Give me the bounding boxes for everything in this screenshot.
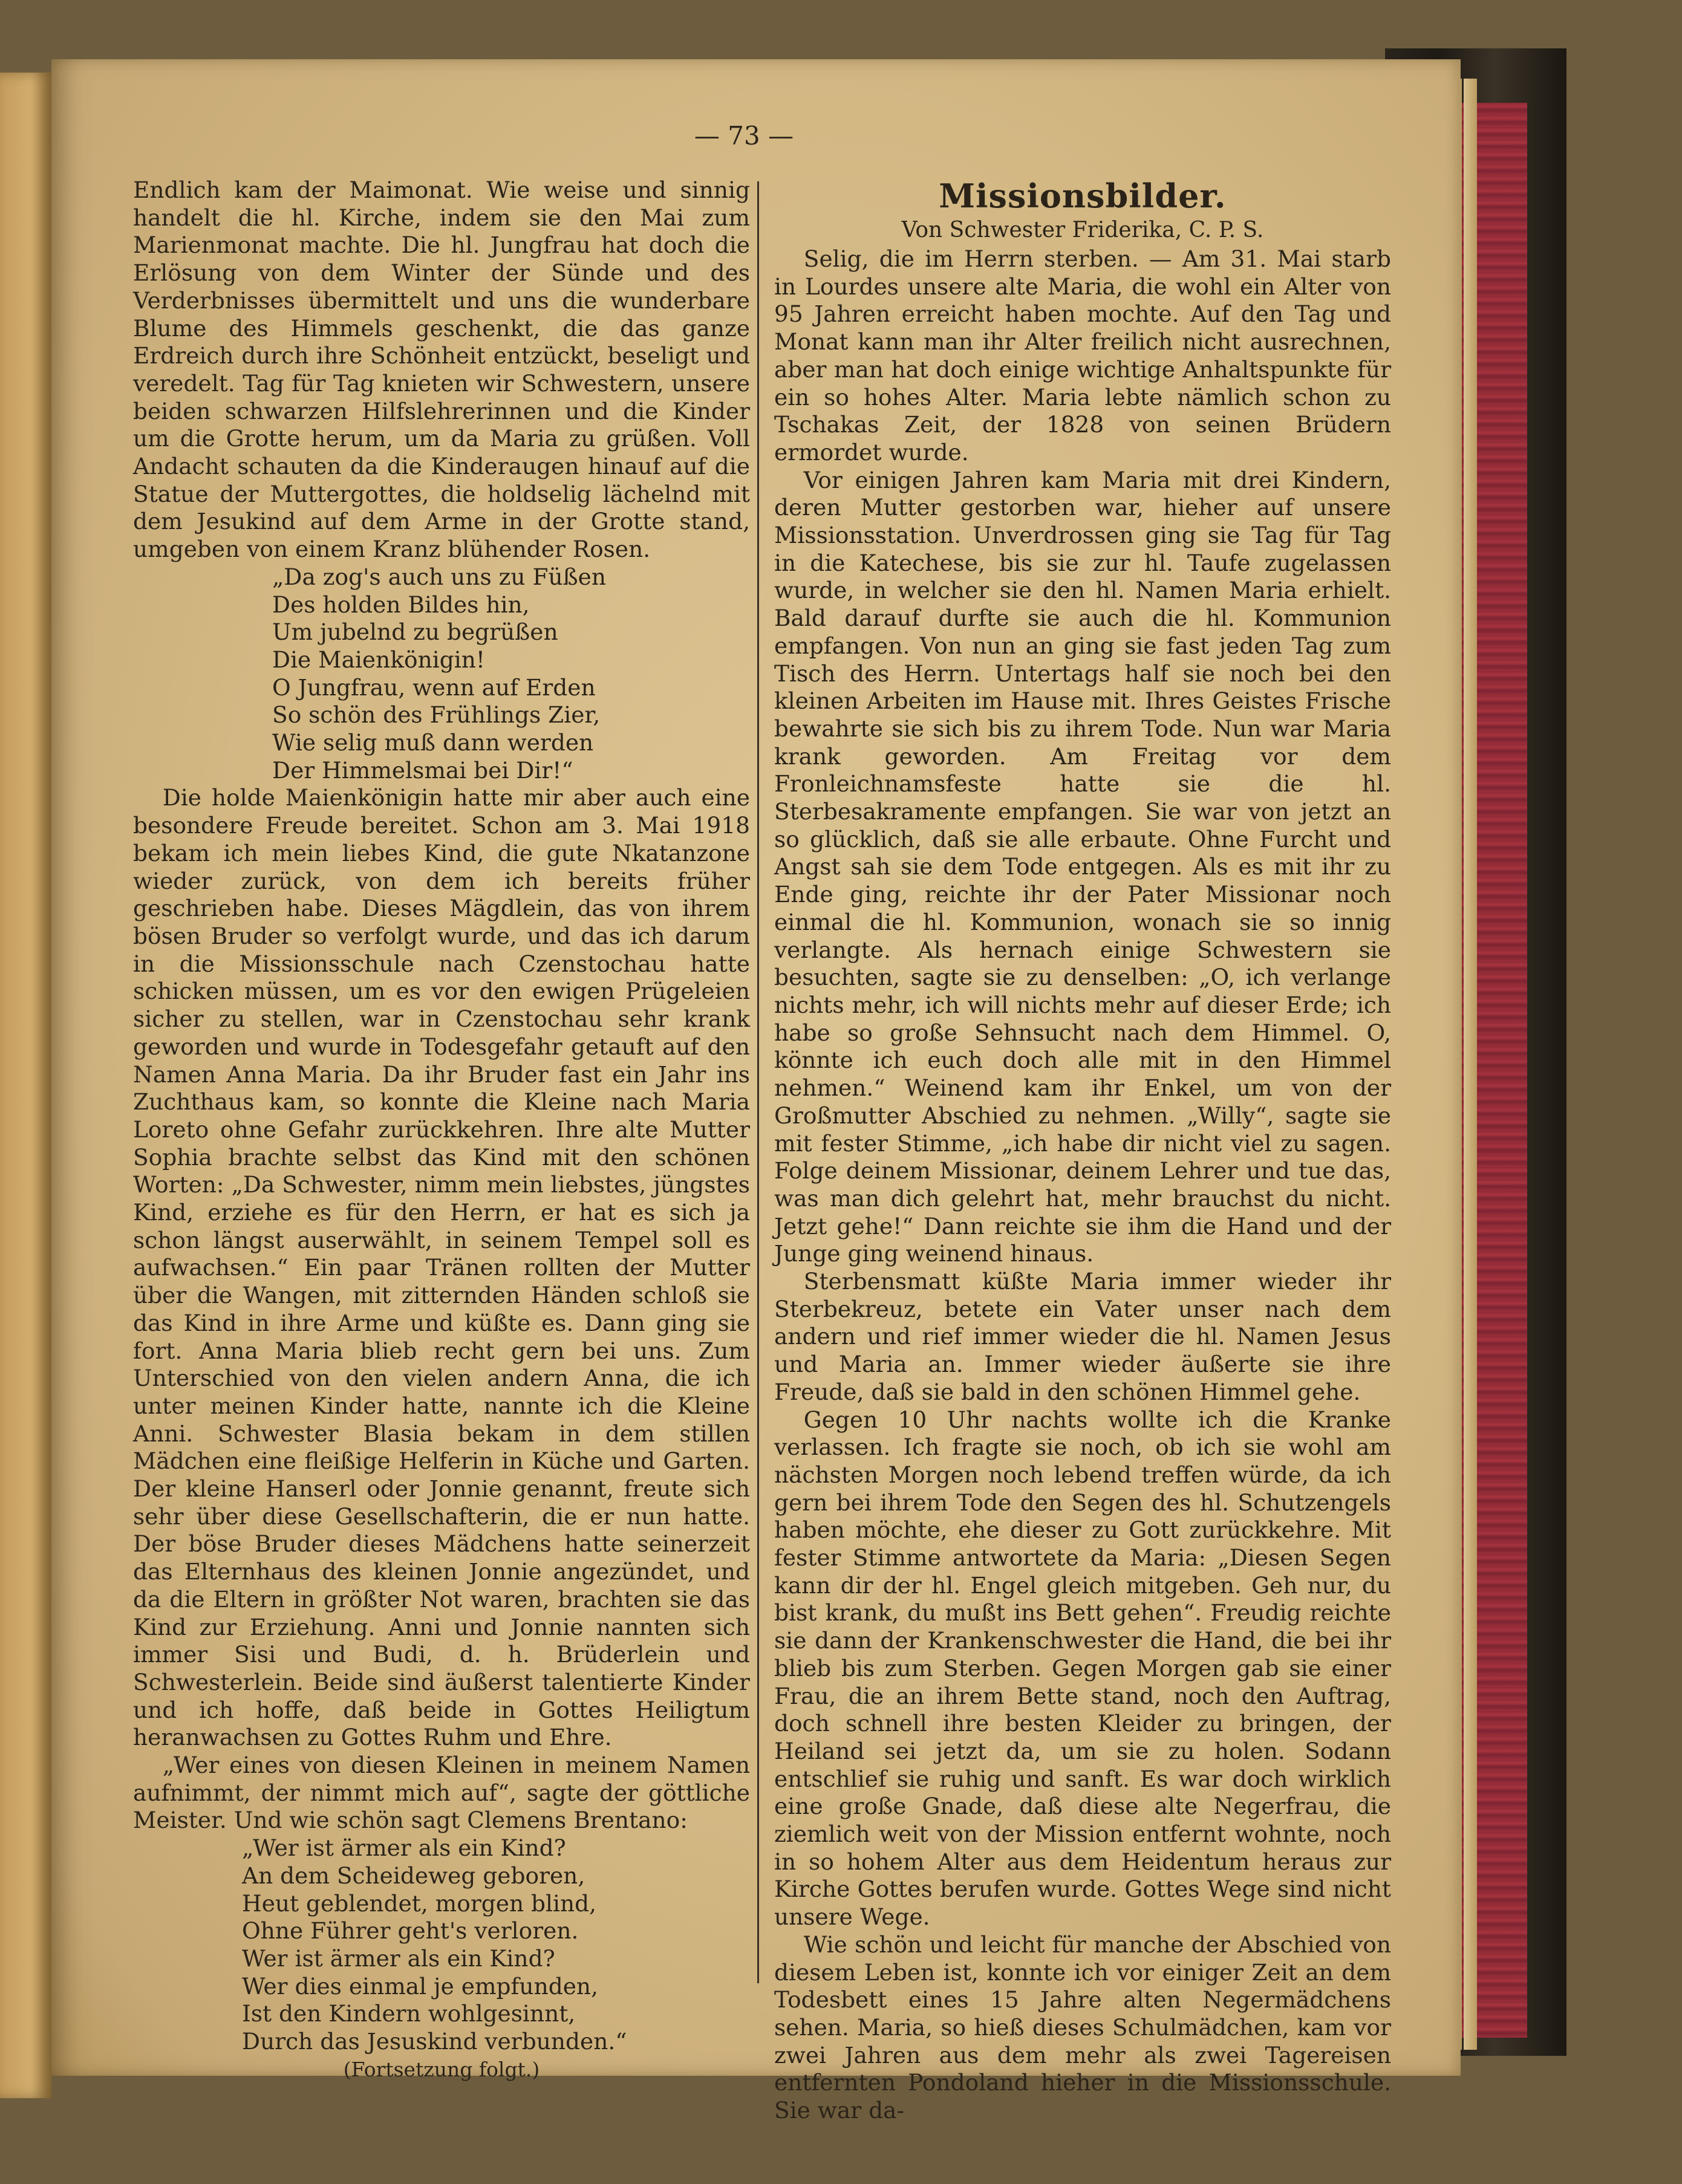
verse-line: Um jubelnd zu begrüßen (272, 619, 558, 646)
verse-line: So schön des Frühlings Zier, (272, 701, 601, 729)
poem-maienkoenigin (133, 564, 750, 785)
verse-line: Ohne Führer geht's verloren. (242, 1917, 579, 1945)
verse-line: Wer dies einmal je empfunden, (242, 1972, 598, 2000)
paragraph: Die holde Maienkönigin hatte mir aber auch eine besondere Freude bereitet. Schon am 3. Mai 1918 bekam ich mein liebes Kind, die gute Nkatanzone wieder zurück, von dem ich bereits früher geschrieben habe. Dieses Mägdlein, das von ihrem bösen Bruder so verfolgt wurde, und das ich darum in die Missionsschule nach Czenstochau hatte schicken müssen, um es vor den ewigen Prügeleien sicher zu stellen, war in Czenstochau sehr krank geworden und wurde in Todesgefahr getauft auf den Namen Anna Maria. Da ihr Bruder fast ein Jahr ins Zuchthaus kam, so konnte die Kleine nach Maria Loreto ohne Gefahr zurückkehren. Ihre alte Mutter Sophia brachte selbst das Kind mit den schönen Worten: „Da Schwester, nimm mein liebstes, jüngstes Kind, erziehe es für den Herrn, er hat es sich ja schon längst auserwählt, in seinem Tempel soll es aufwachsen.“ Ein paar Tränen rollten der Mutter über die Wangen, mit zitternden Händen schloß sie das Kind in ihre Arme und küßte es. Dann ging sie fort. Anna Maria blieb recht gern bei uns. Zum Unterschied von den vielen andern Anna, die ich unter meinen Kinder hatte, nannte ich die Kleine Anni. Schwester Blasia bekam in dem stillen Mädchen eine fleißige Helferin in Küche und Garten. Der kleine Hanserl oder Jonnie genannt, freute sich sehr über diese Gesellschafterin, die er nun hatte. Der böse Bruder dieses Mädchens hatte seinerzeit das Elternhaus des kleinen Jonnie angezündet, und da die Eltern in größter Not waren, brachten sie das Kind zur Erziehung. Anni und Jonnie nannten sich immer Sisi und Budi, d. h. Brüderlein und Schwesterlein. Beide sind äußerst talentierte Kinder und ich hoffe, daß beide in Gottes Heiligtum heranwachsen zu Gottes Ruhm und Ehre. (133, 784, 750, 1751)
verse-line: Wer ist ärmer als ein Kind? (242, 1945, 555, 1972)
column-divider (757, 181, 759, 1983)
verse-line: Wie selig muß dann werden (272, 729, 594, 756)
paragraph: Endlich kam der Maimonat. Wie weise und sinnig handelt die hl. Kirche, indem sie den Mai zum Marienmonat machte. Die hl. Jungfrau hat doch die Erlösung von dem Winter der Sünde und des Verderbnisses übermittelt und uns die wunderbare Blume des Himmels geschenkt, die das ganze Erdreich durch ihre Schönheit entzückt, beseligt und veredelt. Tag für Tag knieten wir Schwestern, unsere beiden schwarzen Hilfslehrerinnen und die Kinder um die Grotte herum, um da Maria zu grüßen. Voll Andacht schauten da die Kinderaugen hinauf auf die Statue der Muttergottes, die holdselig lächelnd mit dem Jesukind auf dem Arme in der Grotte stand, umgeben von einem Kranz blühender Rosen. (133, 177, 750, 563)
verse-line: „Wer ist ärmer als ein Kind? (242, 1835, 566, 1862)
verse-line: Ist den Kindern wohlgesinnt, (242, 2000, 576, 2027)
verse-line: Die Maienkönigin! (272, 646, 485, 673)
paragraph: „Wer eines von diesen Kleinen in meinem Namen aufnimmt, der nimmt mich auf“, sagte der göttliche Meister. Und wie schön sagt Clemens Brentano: (133, 1752, 750, 1834)
verse-line: An dem Scheideweg geboren, (242, 1862, 585, 1889)
verse-line: O Jungfrau, wenn auf Erden (272, 674, 596, 701)
continued-note: (Fortsetzung folgt.) (343, 2057, 540, 2081)
paragraph: Gegen 10 Uhr nachts wollte ich die Kranke verlassen. Ich fragte sie noch, ob ich sie wohl am nächsten Morgen noch lebend treffen würde, da ich gern bei ihrem Tode den Segen des hl. Schutzengels haben möchte, ehe dieser zu Gott zurückkehre. Mit fester Stimme antwortete da Maria: „Diesen Segen kann dir der hl. Engel gleich mitgeben. Geh nur, du bist krank, du mußt ins Bett gehen“. Freudig reichte sie dann der Krankenschwester die Hand, die bei ihr blieb bis zum Sterben. Gegen Morgen gab sie einer Frau, die an ihrem Bette stand, noch den Auftrag, doch schnell ihre besten Kleider zu bringen, der Heiland sei jetzt da, um sie zu holen. Sodann entschlief sie ruhig und sanft. Es war doch wirklich eine große Gnade, daß diese alte Negerfrau, die ziemlich weit von der Mission entfernt wohnte, noch in so hohem Alter aus dem Heidentum heraus zur Kirche Gottes berufen wurde. Gottes Wege sind nicht unsere Wege. (774, 1406, 1391, 1931)
verse-line: Heut geblendet, morgen blind, (242, 1890, 597, 1917)
verse-line: „Da zog's auch uns zu Füßen (272, 563, 607, 590)
poem-brentano (133, 1835, 750, 2056)
article-byline: Von Schwester Friderika, C. P. S. (901, 218, 1264, 242)
left-column (133, 177, 750, 2081)
verse-line: Der Himmelsmai bei Dir!“ (272, 756, 573, 784)
paragraph: Selig, die im Herrn sterben. — Am 31. Mai starb in Lourdes unsere alte Maria, die wohl ein Alter von 95 Jahren erreicht haben mochte. Auf den Tag und Monat kann man ihr Alter freilich nicht ausrechnen, aber man hat doch einige wichtige Anhaltspunkte für ein so hohes Alter. Maria lebte nämlich schon zu Tschakas Zeit, der 1828 von seinen Brüdern ermordet wurde. (774, 245, 1391, 466)
article-title: Missionsbilder. (939, 177, 1227, 215)
paragraph: Sterbensmatt küßte Maria immer wieder ihr Sterbekreuz, betete ein Vater unser nach dem andern und rief immer wieder die hl. Namen Jesus und Maria an. Immer wieder äußerte sie ihre Freude, daß sie bald in den schönen Himmel gehe. (774, 1268, 1391, 1405)
paragraph: Vor einigen Jahren kam Maria mit drei Kindern, deren Mutter gestorben war, hieher auf unsere Missionsstation. Unverdrossen ging sie Tag für Tag in die Katechese, bis sie zur hl. Taufe zugelassen wurde, in welcher sie den hl. Namen Maria erhielt. Bald darauf durfte sie auch die hl. Kommunion empfangen. Von nun an ging sie fast jeden Tag zum Tisch des Herrn. Untertags half sie noch bei den kleinen Arbeiten im Hause mit. Ihres Geistes Frische bewahrte sie sich bis zu ihrem Tode. Nun war Maria krank geworden. Am Freitag vor dem Fronleichnamsfeste hatte sie die hl. Sterbesakramente empfangen. Sie war von jetzt an so glücklich, daß sie alle erbaute. Ohne Furcht und Angst sah sie dem Tode entgegen. Als es mit ihr zu Ende ging, reichte ihr der Pater Missionar noch einmal die hl. Kommunion, wonach sie so innig verlangte. Als hernach einige Schwestern sie besuchten, sagte sie zu denselben: „O, ich verlange nichts mehr, ich will nichts mehr auf dieser Erde; ich habe so große Sehnsucht nach dem Himmel. O, könnte ich euch doch alle mit in den Himmel nehmen.“ Weinend kam ihr Enkel, um von der Großmutter Abschied zu nehmen. „Willy“, sagte sie mit fester Stimme, „ich habe dir nicht viel zu sagen. Folge deinem Missionar, deinem Lehrer und tue das, was man dich gelehrt hat, mehr brauchst du nicht. Jetzt gehe!“ Dann reichte sie ihm die Hand und der Junge ging weinend hinaus. (774, 466, 1391, 1267)
right-column (774, 177, 1391, 2124)
verse-line: Des holden Bildes hin, (272, 591, 530, 618)
page-number: — 73 — (694, 121, 794, 151)
paragraph: Wie schön und leicht für manche der Abschied von diesem Leben ist, konnte ich vor einiger Zeit an dem Todesbett eines 15 Jahre alten Negermädchens sehen. Maria, so hieß dieses Schulmädchen, kam vor zwei Jahren aus dem mehr als zwei Tagereisen entfernten Pondoland hieher in die Missionsschule. Sie war da- (774, 1931, 1391, 2124)
verse-line: Durch das Jesuskind verbunden.“ (242, 2028, 627, 2055)
